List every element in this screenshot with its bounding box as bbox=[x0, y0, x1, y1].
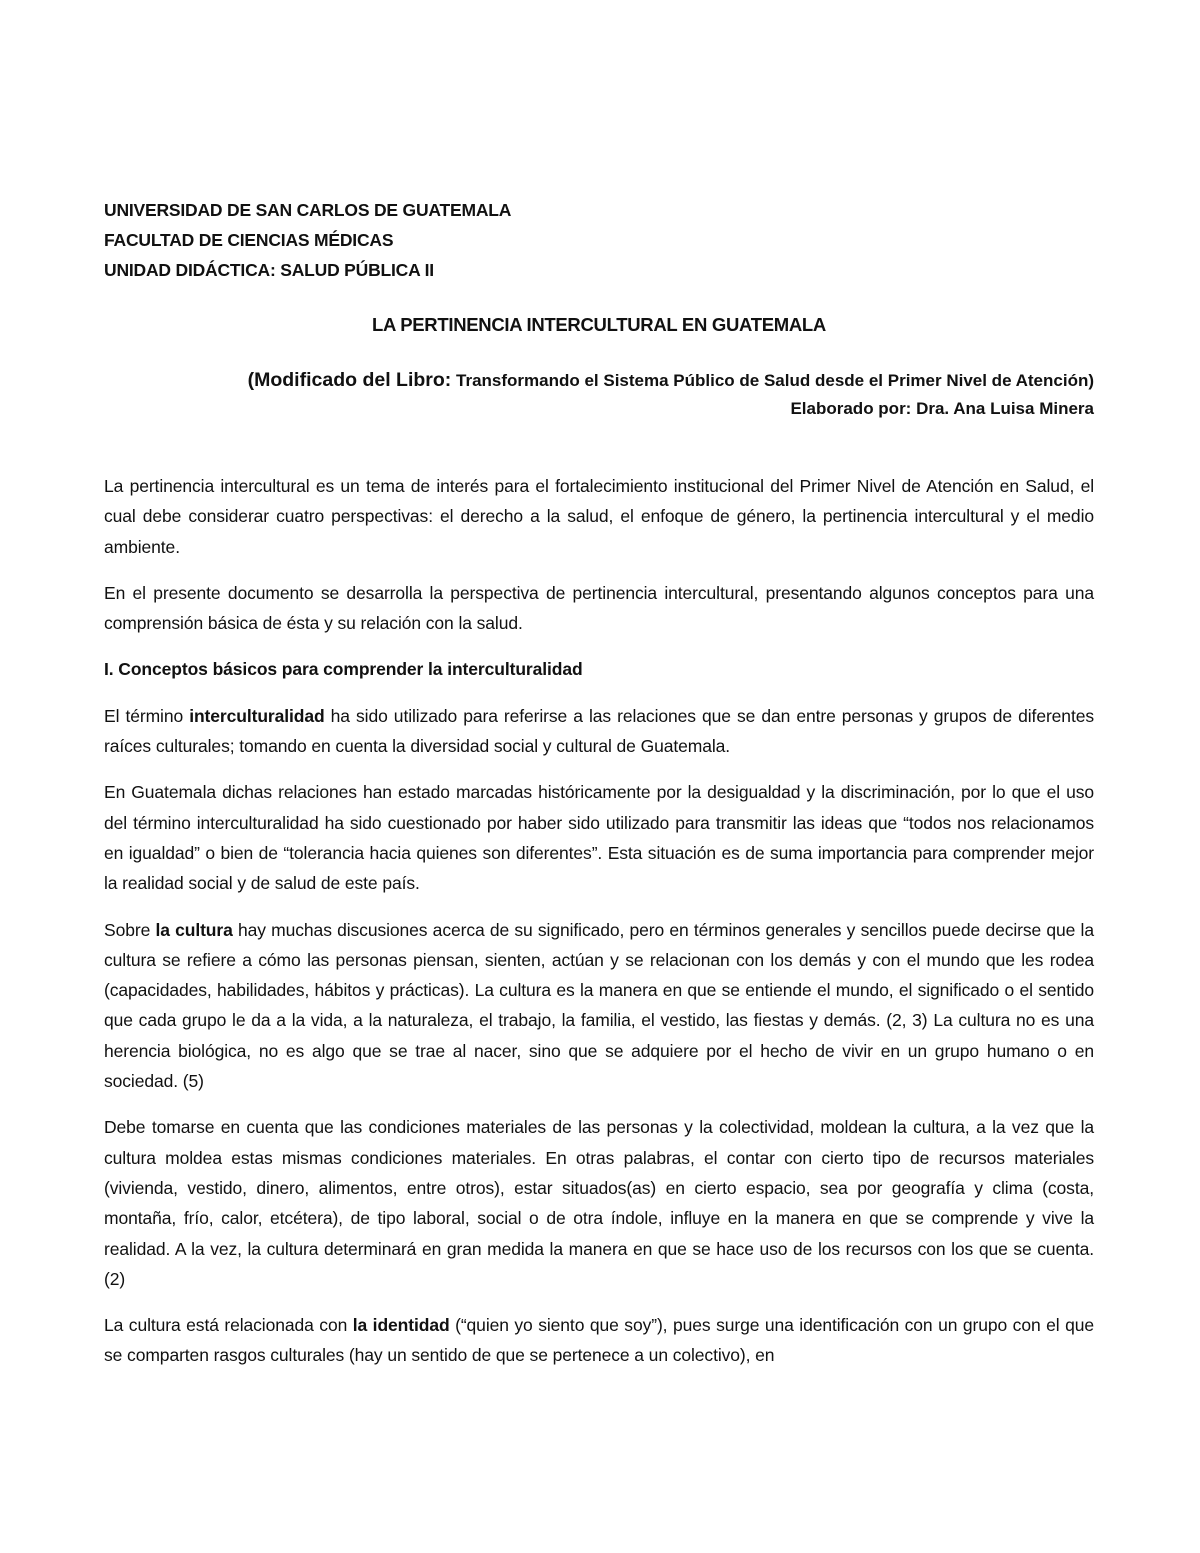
text-run: ha sido utilizado para referirse a las relaciones que se dan entre personas y grupos de diferentes raíces culturales; tomando en cuenta la diversidad social y cultural de Guatemala. bbox=[104, 705, 1094, 757]
document-title: LA PERTINENCIA INTERCULTURAL EN GUATEMALA bbox=[372, 314, 826, 335]
paragraph-purpose: En el presente documento se desarrolla la perspectiva de pertinencia intercultural, presentando algunos conceptos para una comprensión básica de ésta y su relación con la salud. bbox=[104, 582, 1094, 634]
author-line: Elaborado por: Dra. Ana Luisa Minera bbox=[790, 399, 1094, 418]
text-run: El término bbox=[104, 705, 190, 726]
text-run: (“quien yo siento que soy”), pues surge una identificación con un grupo con el que se comparten rasgos culturales (hay un sentido de que se pertenece a un colectivo), en bbox=[104, 1315, 1094, 1366]
document-body bbox=[104, 471, 1094, 1387]
source-book-title: Transformando el Sistema Público de Salud desde el Primer Nivel de Atención) bbox=[451, 371, 1094, 390]
source-citation bbox=[104, 366, 1094, 423]
paragraph-intro: La pertinencia intercultural es un tema de interés para el fortalecimiento institucional del Primer Nivel de Atención en Salud, el cual debe considerar cuatro perspectivas: el derecho a la salud, el enfoque de género, la pertinencia intercultural y el medio ambiente. bbox=[104, 476, 1094, 557]
document-page bbox=[104, 0, 1094, 1553]
paragraph-condiciones: Debe tomarse en cuenta que las condiciones materiales de las personas y la colectividad, moldean la cultura, a la vez que la cultura moldea estas mismas condiciones materiales. En otras palabras, el contar con cierto tipo de recursos materiales (vivienda, vestido, dinero, alimentos, entre otros), estar situados(as) en cierto espacio, sea por geografía y clima (costa, montaña, frío, calor, etcétera), de tipo laboral, social o de otra índole, influye en la manera en que se comprende y vive la realidad. A la vez, la cultura determinará en gran medida la manera en que se hace uso de los recursos con los que se cuenta. (2) bbox=[104, 1117, 1094, 1289]
unit-name: UNIDAD DIDÁCTICA: SALUD PÚBLICA II bbox=[104, 260, 434, 280]
text-run: La cultura está relacionada con bbox=[104, 1315, 353, 1336]
paragraph-cultura bbox=[104, 915, 1094, 1097]
text-run: hay muchas discusiones acerca de su significado, pero en términos generales y sencillos puede decirse que la cultura se refiere a cómo las personas piensan, sienten, actúan y se relacionan con los demás y con el mundo que les rodea (capacidades, habilidades, hábitos y prácticas). La cultura es la manera en que se entiende el mundo, el significado o el sentido que cada grupo le da a la vida, a la naturaleza, el trabajo, la familia, el vestido, las fiestas y demás. (2, 3) La cultura no es una herencia biológica, no es algo que se trae al nacer, sino que se adquiere por el hecho de vivir en un grupo humano o en sociedad. (5) bbox=[104, 919, 1094, 1092]
term-cultura: la cultura bbox=[155, 919, 233, 940]
source-prefix: (Modificado del Libro: bbox=[247, 369, 452, 391]
term-identidad: la identidad bbox=[352, 1315, 450, 1336]
institution-header bbox=[104, 195, 1094, 285]
section-heading: I. Conceptos básicos para comprender la interculturalidad bbox=[104, 659, 583, 680]
source-book-line bbox=[104, 366, 1094, 395]
paragraph-identidad bbox=[104, 1310, 1094, 1371]
paragraph-guatemala: En Guatemala dichas relaciones han estado marcadas históricamente por la desigualdad y la discriminación, por lo que el uso del término interculturalidad ha sido cuestionado por haber sido utilizado para transmitir las ideas que “todos nos relacionamos en igualdad” o bien de “tolerancia hacia quienes son diferentes”. Esta situación es de suma importancia para comprender mejor la realidad social y de salud de este país. bbox=[104, 782, 1094, 894]
paragraph-interculturalidad bbox=[104, 701, 1094, 762]
term-interculturalidad: interculturalidad bbox=[189, 705, 325, 726]
text-run: Sobre bbox=[104, 919, 156, 940]
faculty-name: FACULTAD DE CIENCIAS MÉDICAS bbox=[104, 230, 394, 250]
university-name: UNIVERSIDAD DE SAN CARLOS DE GUATEMALA bbox=[104, 200, 512, 220]
